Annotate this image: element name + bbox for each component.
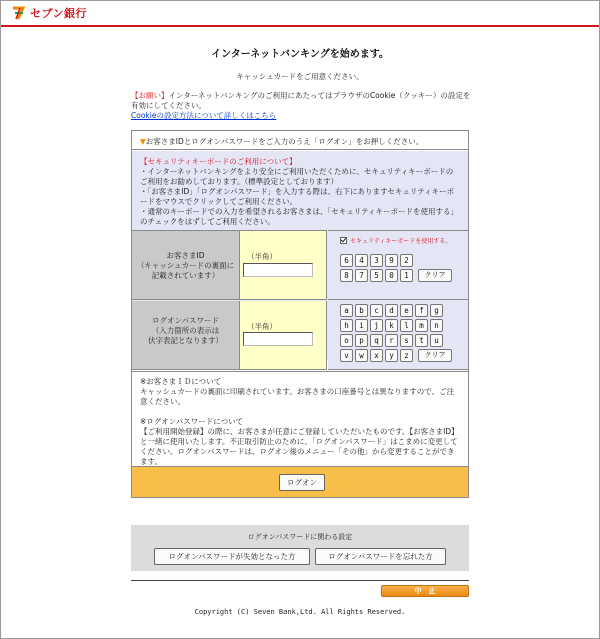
triangle-down-icon: ▼ [140, 137, 146, 146]
alpha-keyboard [328, 301, 468, 370]
key-f[interactable]: f [415, 304, 428, 317]
cookie-settings-link[interactable]: Cookieの設定方法について詳しくはこちら [131, 111, 277, 120]
password-forgot-button[interactable]: ログオンパスワードを忘れた方 [315, 548, 446, 565]
key-7[interactable]: 7 [355, 269, 368, 282]
id-note-heading: ※お客さまＩＤについて [140, 377, 222, 386]
key-y[interactable]: y [385, 349, 398, 362]
key-3[interactable]: 3 [370, 254, 383, 267]
label-line: 記載されています） [151, 271, 220, 280]
password-settings-title: ログオンパスワードに関わる設定 [247, 533, 353, 541]
security-text [140, 157, 460, 227]
stop-button[interactable]: 中 止 [381, 585, 469, 597]
key-u[interactable]: u [430, 334, 443, 347]
footer-divider [131, 580, 469, 581]
logon-bar [132, 466, 468, 497]
pw-note-body: 【ご利用開始登録】の際に、お客さまが任意にご登録していただいたものです。【お客さまID】と一緒に使用いたします。不正取引防止のために、「ログオンパスワード」はこまめに変更してください。ログオンパスワードは、ログオン後のメニュー「その他」から変更することができます。 [140, 427, 459, 466]
brand-logo [11, 5, 87, 21]
key-c[interactable]: c [370, 304, 383, 317]
label-line: （入力箇所の表示は [151, 326, 220, 335]
label-line: ログオンパスワード [152, 316, 219, 325]
security-line: ・「お客さまID」「ログオンパスワード」を入力する際は、右下にありますセキュリティキーボードをマウスでクリックしてご利用ください。 [140, 187, 455, 206]
notice-tag: 【お願い】 [131, 91, 169, 100]
key-8[interactable]: 8 [340, 269, 353, 282]
label-line: 伏字表記となります） [148, 336, 223, 345]
key-r[interactable]: r [385, 334, 398, 347]
password-settings [131, 525, 469, 571]
key-s[interactable]: s [400, 334, 413, 347]
security-heading: 【セキュリティキーボードのご利用について】 [140, 157, 297, 166]
key-w[interactable]: w [355, 349, 368, 362]
key-k[interactable]: k [385, 319, 398, 332]
customer-id-input[interactable] [243, 263, 313, 277]
clear-number-button[interactable]: クリア [418, 269, 452, 282]
id-hint: （半角） [247, 252, 277, 261]
logon-password-label [132, 301, 240, 370]
form-instruction [132, 131, 468, 150]
key-d[interactable]: d [385, 304, 398, 317]
key-9[interactable]: 9 [385, 254, 398, 267]
security-line: ・通常のキーボードでの入力を希望されるお客さまは、「セキュリティキーボードを使用する」のチェックをはずしてご利用ください。 [140, 207, 458, 226]
page-title: インターネットバンキングを始めます。 [211, 49, 389, 60]
key-1[interactable]: 1 [400, 269, 413, 282]
key-l[interactable]: l [400, 319, 413, 332]
key-4[interactable]: 4 [355, 254, 368, 267]
logon-password-input[interactable] [243, 332, 313, 346]
security-keyboard-checkbox-label: セキュリティキーボードを使用する。 [350, 238, 452, 245]
copyright: Copyright (C) Seven Bank,Ltd. All Rights Reserved. [194, 608, 406, 616]
key-n[interactable]: n [430, 319, 443, 332]
number-keyboard [328, 230, 468, 300]
key-o[interactable]: o [340, 334, 353, 347]
customer-id-cell [240, 230, 327, 300]
number-keys [340, 254, 413, 282]
page-subtitle: キャッシュカードをご用意ください。 [236, 72, 364, 81]
key-a[interactable]: a [340, 304, 353, 317]
key-2[interactable]: 2 [400, 254, 413, 267]
instruction-text: お客さまIDとログオンパスワードをご入力のうえ「ログオン」をお押しください。 [145, 137, 424, 146]
pw-hint: （半角） [247, 322, 277, 331]
key-v[interactable]: v [340, 349, 353, 362]
cookie-notice [131, 91, 471, 121]
label-line: お客さまID [166, 251, 205, 260]
password-expired-button[interactable]: ログオンパスワードが失効となった方 [154, 548, 310, 565]
key-p[interactable]: p [355, 334, 368, 347]
security-keyboard-option [340, 236, 451, 245]
key-5[interactable]: 5 [370, 269, 383, 282]
id-note-body: キャッシュカードの裏面に印刷されています。お客さまの口座番号とは異なりますので、ご注意ください。 [140, 387, 455, 406]
key-z[interactable]: z [400, 349, 413, 362]
key-i[interactable]: i [355, 319, 368, 332]
key-h[interactable]: h [340, 319, 353, 332]
seven-logo-icon [11, 5, 27, 21]
key-b[interactable]: b [355, 304, 368, 317]
key-j[interactable]: j [370, 319, 383, 332]
key-g[interactable]: g [430, 304, 443, 317]
customer-id-label [132, 230, 240, 300]
brand-name: セブン銀行 [30, 7, 88, 20]
logon-button[interactable]: ログオン [279, 474, 325, 491]
key-0[interactable]: 0 [385, 269, 398, 282]
clear-alpha-button[interactable]: クリア [418, 349, 452, 362]
header-bar [1, 1, 599, 27]
security-keyboard-checkbox[interactable] [340, 237, 347, 244]
key-6[interactable]: 6 [340, 254, 353, 267]
pw-note-heading: ※ログオンパスワードについて [140, 417, 244, 426]
logon-form [131, 130, 469, 498]
key-q[interactable]: q [370, 334, 383, 347]
security-line: ・インターネットバンキングをより安全にご利用いただくために、セキュリティキーボードのご利用をお勧めしております。（標準設定としております） [140, 167, 454, 186]
key-e[interactable]: e [400, 304, 413, 317]
key-t[interactable]: t [415, 334, 428, 347]
notice-text: インターネットバンキングのご利用にあたってはブラウザのCookie（クッキー）の設定を有効にしてください。 [131, 91, 471, 110]
logon-password-cell [240, 301, 327, 370]
label-line: （キャッシュカードの裏面に [136, 261, 235, 270]
key-m[interactable]: m [415, 319, 428, 332]
key-x[interactable]: x [370, 349, 383, 362]
form-notes [132, 371, 468, 465]
